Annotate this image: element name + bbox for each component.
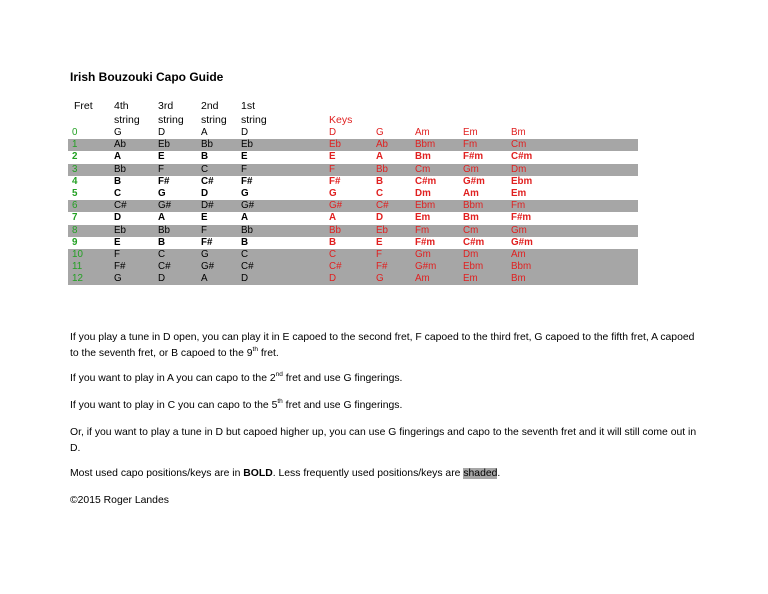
cell-key: Bb	[329, 224, 341, 236]
cell-key: Em	[463, 273, 478, 285]
cell-fret: 9	[72, 236, 78, 248]
cell-string-note: D	[241, 127, 249, 138]
paragraph-higher-capo: Or, if you want to play a tune in D but capoed higher up, you can use G fingerings and capo to the seventh fret and it will still come out in D.	[70, 427, 697, 454]
cell-string-note: D	[158, 273, 166, 285]
table-row	[68, 249, 638, 261]
cell-string-note: Bb	[158, 224, 170, 236]
cell-key: F#m	[463, 151, 484, 163]
cell-key: B	[329, 236, 337, 248]
cell-string-note: C#	[241, 261, 254, 273]
cell-key: F#m	[415, 236, 436, 248]
cell-key: Gm	[463, 163, 479, 175]
cell-string-note: C#	[201, 175, 214, 187]
paragraph-d-open	[70, 330, 700, 362]
paragraph-key-c-end: fret and use G fingerings.	[282, 400, 403, 411]
cell-string-note: G#	[201, 261, 215, 273]
cell-key: Ebm	[415, 200, 436, 212]
cell-string-note: A	[201, 273, 208, 285]
cell-string-note: C	[241, 248, 249, 260]
cell-key: Bm	[415, 151, 431, 163]
cell-string-note: Eb	[114, 224, 126, 236]
cell-key: Ebm	[511, 175, 533, 187]
legend-text-2: . Less frequently used positions/keys are	[272, 468, 464, 479]
page-title: Irish Bouzouki Capo Guide	[70, 70, 224, 84]
cell-key: Bbm	[511, 261, 532, 273]
cell-key: C#	[329, 261, 342, 273]
legend-shaded-word: shaded	[463, 468, 498, 479]
cell-key: Em	[463, 127, 478, 138]
header-4th: 4th	[114, 100, 129, 112]
cell-string-note: C#	[114, 200, 127, 212]
cell-key: Bb	[376, 163, 388, 175]
cell-key: Am	[463, 187, 479, 199]
cell-key: A	[376, 151, 384, 163]
cell-fret: 6	[72, 200, 78, 212]
cell-key: G#m	[463, 175, 485, 187]
cell-key: Bbm	[415, 139, 436, 151]
cell-string-note: B	[241, 236, 249, 248]
header-1st-string: string	[241, 114, 267, 126]
cell-string-note: E	[201, 212, 208, 224]
cell-string-note: Bb	[114, 163, 126, 175]
cell-string-note: G	[201, 248, 209, 260]
cell-fret: 12	[72, 273, 83, 285]
cell-key: Em	[511, 187, 527, 199]
cell-key: Fm	[415, 224, 430, 236]
cell-string-note: G#	[241, 200, 255, 212]
header-1st: 1st	[241, 100, 256, 112]
cell-key: B	[376, 175, 384, 187]
legend-bold-word: BOLD	[243, 468, 273, 479]
cell-fret: 2	[72, 151, 78, 163]
cell-key: G#	[329, 200, 343, 212]
cell-string-note: A	[158, 212, 166, 224]
cell-key: Fm	[511, 200, 526, 212]
cell-key: Bm	[463, 212, 479, 224]
cell-key: D	[329, 273, 337, 285]
cell-key: Em	[415, 212, 431, 224]
table-row	[68, 127, 638, 139]
cell-key: C	[329, 248, 337, 260]
cell-fret: 11	[72, 261, 83, 273]
cell-key: F#	[329, 175, 341, 187]
cell-string-note: G	[241, 187, 249, 199]
header-2nd: 2nd	[201, 100, 219, 112]
cell-string-note: C#	[158, 261, 171, 273]
table-row	[68, 261, 638, 273]
paragraph-d-open-text: If you play a tune in D open, you can play it in E capoed to the second fret, F capoed to the third fret, G capoed to the fifth fret, A capoed to the seventh fret, or B capoed to the 9	[70, 332, 695, 359]
cell-key: C#m	[463, 236, 485, 248]
cell-key: Eb	[376, 224, 388, 236]
cell-key: A	[329, 212, 337, 224]
cell-string-note: A	[241, 212, 249, 224]
cell-string-note: G	[114, 273, 122, 285]
cell-key: Cm	[463, 224, 479, 236]
cell-fret: 0	[72, 127, 78, 138]
cell-string-note: A	[114, 151, 122, 163]
cell-key: D	[329, 127, 337, 138]
cell-string-note: F	[241, 163, 247, 175]
paragraph-d-open-end: fret.	[257, 348, 279, 359]
cell-key: F	[329, 163, 335, 175]
cell-key: Ab	[376, 139, 388, 151]
cell-key: Am	[415, 273, 430, 285]
cell-key: Dm	[415, 187, 431, 199]
cell-key: G#m	[511, 236, 533, 248]
cell-key: F	[376, 248, 382, 260]
cell-fret: 5	[72, 187, 78, 199]
paragraph-key-c-text: If you want to play in C you can capo to the 5	[70, 400, 278, 411]
cell-string-note: Eb	[241, 139, 253, 151]
header-fret: Fret	[74, 100, 93, 112]
cell-string-note: F#	[158, 175, 170, 187]
cell-string-note: E	[241, 151, 248, 163]
table-row	[68, 212, 638, 224]
cell-key: Fm	[463, 139, 478, 151]
table-row	[68, 225, 638, 237]
cell-string-note: C	[201, 163, 209, 175]
paragraph-key-a-end: fret and use G fingerings.	[282, 373, 403, 384]
cell-key: Gm	[511, 224, 527, 236]
header-3rd: 3rd	[158, 100, 174, 112]
cell-key: Cm	[511, 139, 527, 151]
table-row	[68, 200, 638, 212]
cell-string-note: D	[201, 187, 209, 199]
cell-string-note: B	[114, 175, 122, 187]
capo-table	[68, 127, 638, 285]
cell-key: F#m	[511, 212, 532, 224]
cell-key: E	[376, 236, 383, 248]
table-row	[68, 237, 638, 249]
table-row	[68, 139, 638, 151]
cell-string-note: D	[241, 273, 249, 285]
cell-key: Am	[415, 127, 430, 138]
cell-string-note: D	[158, 127, 166, 138]
cell-key: C#m	[511, 151, 533, 163]
cell-string-note: Eb	[158, 139, 170, 151]
cell-key: C	[376, 187, 384, 199]
legend-text: Most used capo positions/keys are in	[70, 468, 244, 479]
cell-string-note: C	[114, 187, 122, 199]
ordinal-suffix: nd	[275, 370, 283, 378]
cell-key: C#	[376, 200, 389, 212]
table-row	[68, 188, 638, 200]
paragraph-key-a	[70, 371, 700, 387]
cell-string-note: A	[201, 127, 208, 138]
header-2nd-string: string	[201, 114, 227, 126]
header-3rd-string: string	[158, 114, 184, 126]
cell-key: Bm	[511, 127, 526, 138]
cell-string-note: C	[158, 248, 166, 260]
cell-fret: 10	[72, 248, 83, 260]
cell-string-note: F#	[114, 261, 126, 273]
cell-key: Eb	[329, 139, 341, 151]
table-row	[68, 151, 638, 163]
cell-string-note: F#	[201, 236, 213, 248]
cell-string-note: F#	[241, 175, 253, 187]
ordinal-suffix: th	[277, 397, 283, 405]
paragraph-key-a-text: If you want to play in A you can capo to the 2	[70, 373, 276, 384]
cell-fret: 1	[72, 139, 78, 151]
cell-key: G#m	[415, 261, 437, 273]
cell-key: G	[376, 273, 384, 285]
table-row	[68, 164, 638, 176]
cell-string-note: F	[158, 163, 164, 175]
cell-string-note: Bb	[241, 224, 253, 236]
header-keys: Keys	[329, 114, 353, 126]
cell-key: Ebm	[463, 261, 484, 273]
table-row	[68, 176, 638, 188]
cell-string-note: E	[114, 236, 121, 248]
cell-key: Cm	[415, 163, 431, 175]
cell-fret: 7	[72, 212, 78, 224]
cell-fret: 4	[72, 175, 78, 187]
cell-fret: 3	[72, 163, 78, 175]
ordinal-suffix: th	[252, 345, 258, 353]
cell-string-note: Bb	[201, 139, 213, 151]
cell-string-note: D#	[201, 200, 214, 212]
copyright: ©2015 Roger Landes	[70, 495, 169, 506]
cell-key: F#	[376, 261, 388, 273]
cell-string-note: Ab	[114, 139, 126, 151]
cell-string-note: D	[114, 212, 122, 224]
cell-key: Gm	[415, 248, 431, 260]
cell-string-note: G#	[158, 200, 172, 212]
cell-key: Bm	[511, 273, 526, 285]
cell-string-note: G	[158, 187, 166, 199]
cell-key: E	[329, 151, 336, 163]
cell-key: D	[376, 212, 384, 224]
cell-key: Bbm	[463, 200, 484, 212]
cell-string-note: F	[114, 248, 120, 260]
cell-string-note: B	[158, 236, 166, 248]
cell-key: C#m	[415, 175, 437, 187]
cell-key: Dm	[463, 248, 479, 260]
cell-string-note: B	[201, 151, 209, 163]
table-row	[68, 273, 638, 285]
cell-key: G	[376, 127, 384, 138]
cell-string-note: F	[201, 224, 207, 236]
paragraph-key-c	[70, 398, 700, 414]
cell-fret: 8	[72, 224, 78, 236]
cell-string-note: E	[158, 151, 165, 163]
cell-key: Am	[511, 248, 526, 260]
cell-string-note: G	[114, 127, 122, 138]
cell-key: G	[329, 187, 337, 199]
cell-key: Dm	[511, 163, 527, 175]
legend-text-end: .	[497, 468, 501, 479]
header-4th-string: string	[114, 114, 140, 126]
paragraph-legend	[70, 466, 700, 482]
